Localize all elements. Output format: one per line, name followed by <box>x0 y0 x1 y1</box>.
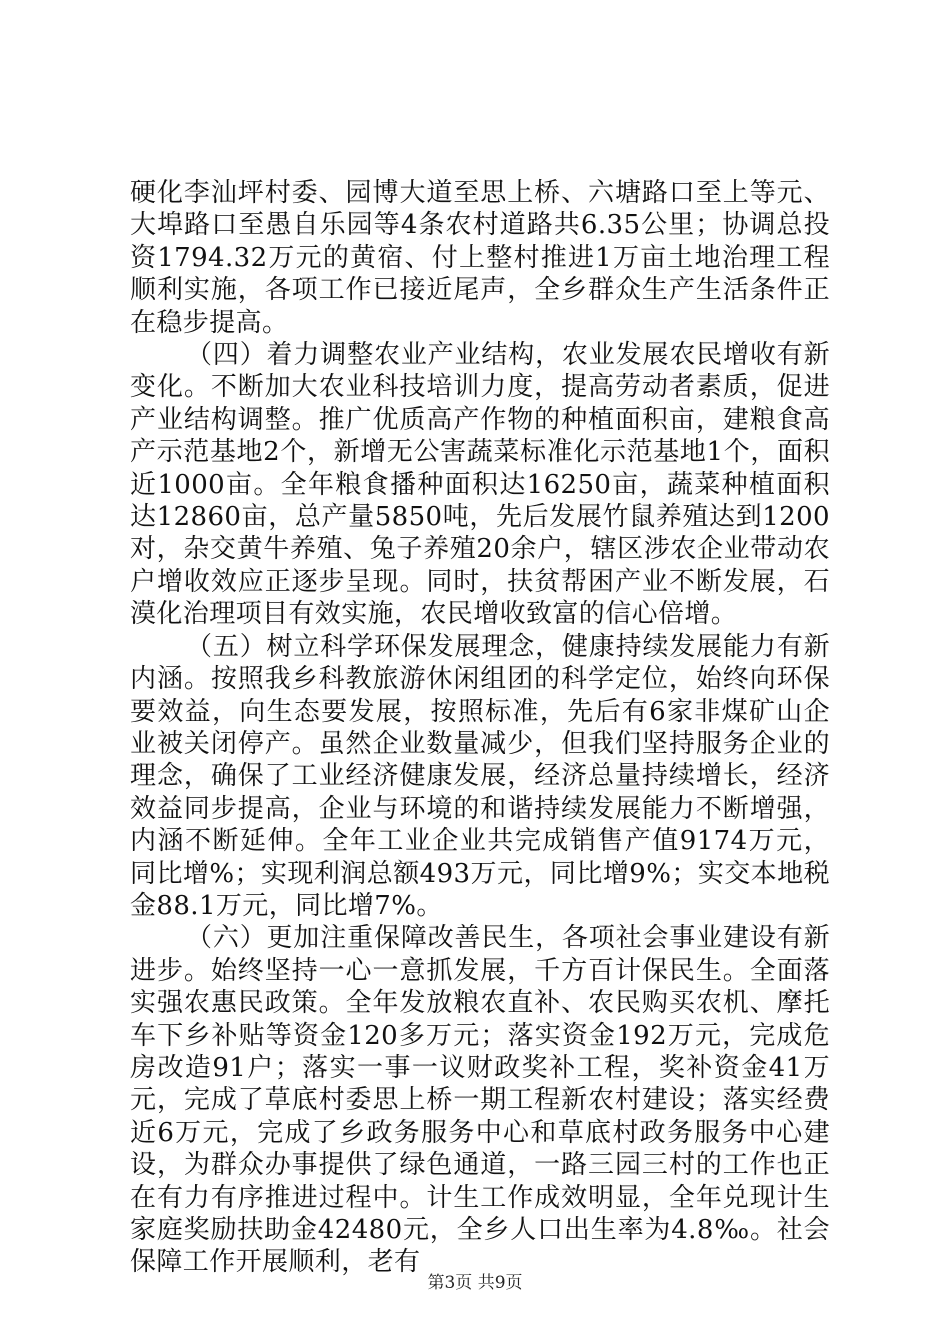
document-body <box>130 177 830 1279</box>
paragraph-section-4: （四）着力调整农业产业结构，农业发展农民增收有新变化。不断加大农业科技培训力度，提高劳动者素质，促进产业结构调整。推广优质高产作物的种植面积亩，建粮食高产示范基地2个，新增无公害蔬菜标准化示范基地1个，面积近1000亩。全年粮食播种面积达16250亩，蔬菜种植面积达12860亩，总产量5850吨，先后发展竹鼠养殖达到1200对，杂交黄牛养殖、兔子养殖20余户，辖区涉农企业带动农户增收效应正逐步呈现。同时，扶贫帮困产业不断发展，石漠化治理项目有效实施，农民增收致富的信心倍增。 <box>130 340 830 630</box>
page-footer: 第3页 共9页 <box>427 1273 523 1293</box>
paragraph-continuation: 硬化李汕坪村委、园博大道至思上桥、六塘路口至上等元、大埠路口至愚自乐园等4条农村道路共6.35公里；协调总投资1794.32万元的黄宿、付上整村推进1万亩土地治理工程顺利实施，各项工作已接近尾声，全乡群众生产生活条件正在稳步提高。 <box>130 178 830 338</box>
paragraph-section-5: （五）树立科学环保发展理念，健康持续发展能力有新内涵。按照我乡科教旅游休闲组团的科学定位，始终向环保要效益，向生态要发展，按照标准，先后有6家非煤矿山企业被关闭停产。虽然企业数量减少，但我们坚持服务企业的理念，确保了工业经济健康发展，经济总量持续增长，经济效益同步提高，企业与环境的和谐持续发展能力不断增强，内涵不断延伸。全年工业企业共完成销售产值9174万元，同比增%；实现利润总额493万元，同比增9%；实交本地税金88.1万元，同比增7%。 <box>130 631 830 921</box>
paragraph-section-6: （六）更加注重保障改善民生，各项社会事业建设有新进步。始终坚持一心一意抓发展，千方百计保民生。全面落实强农惠民政策。全年发放粮农直补、农民购买农机、摩托车下乡补贴等资金120多万元；落实资金192万元，完成危房改造91户；落实一事一议财政奖补工程，奖补资金41万元，完成了草底村委思上桥一期工程新农村建设；落实经费近6万元，完成了乡政务服务中心和草底村政务服务中心建设，为群众办事提供了绿色通道，一路三园三村的工作也正在有力有序推进过程中。计生工作成效明显，全年兑现计生家庭奖励扶助金42480元，全乡人口出生率为4.8‰。社会保障工作开展顺利，老有 <box>130 923 830 1278</box>
